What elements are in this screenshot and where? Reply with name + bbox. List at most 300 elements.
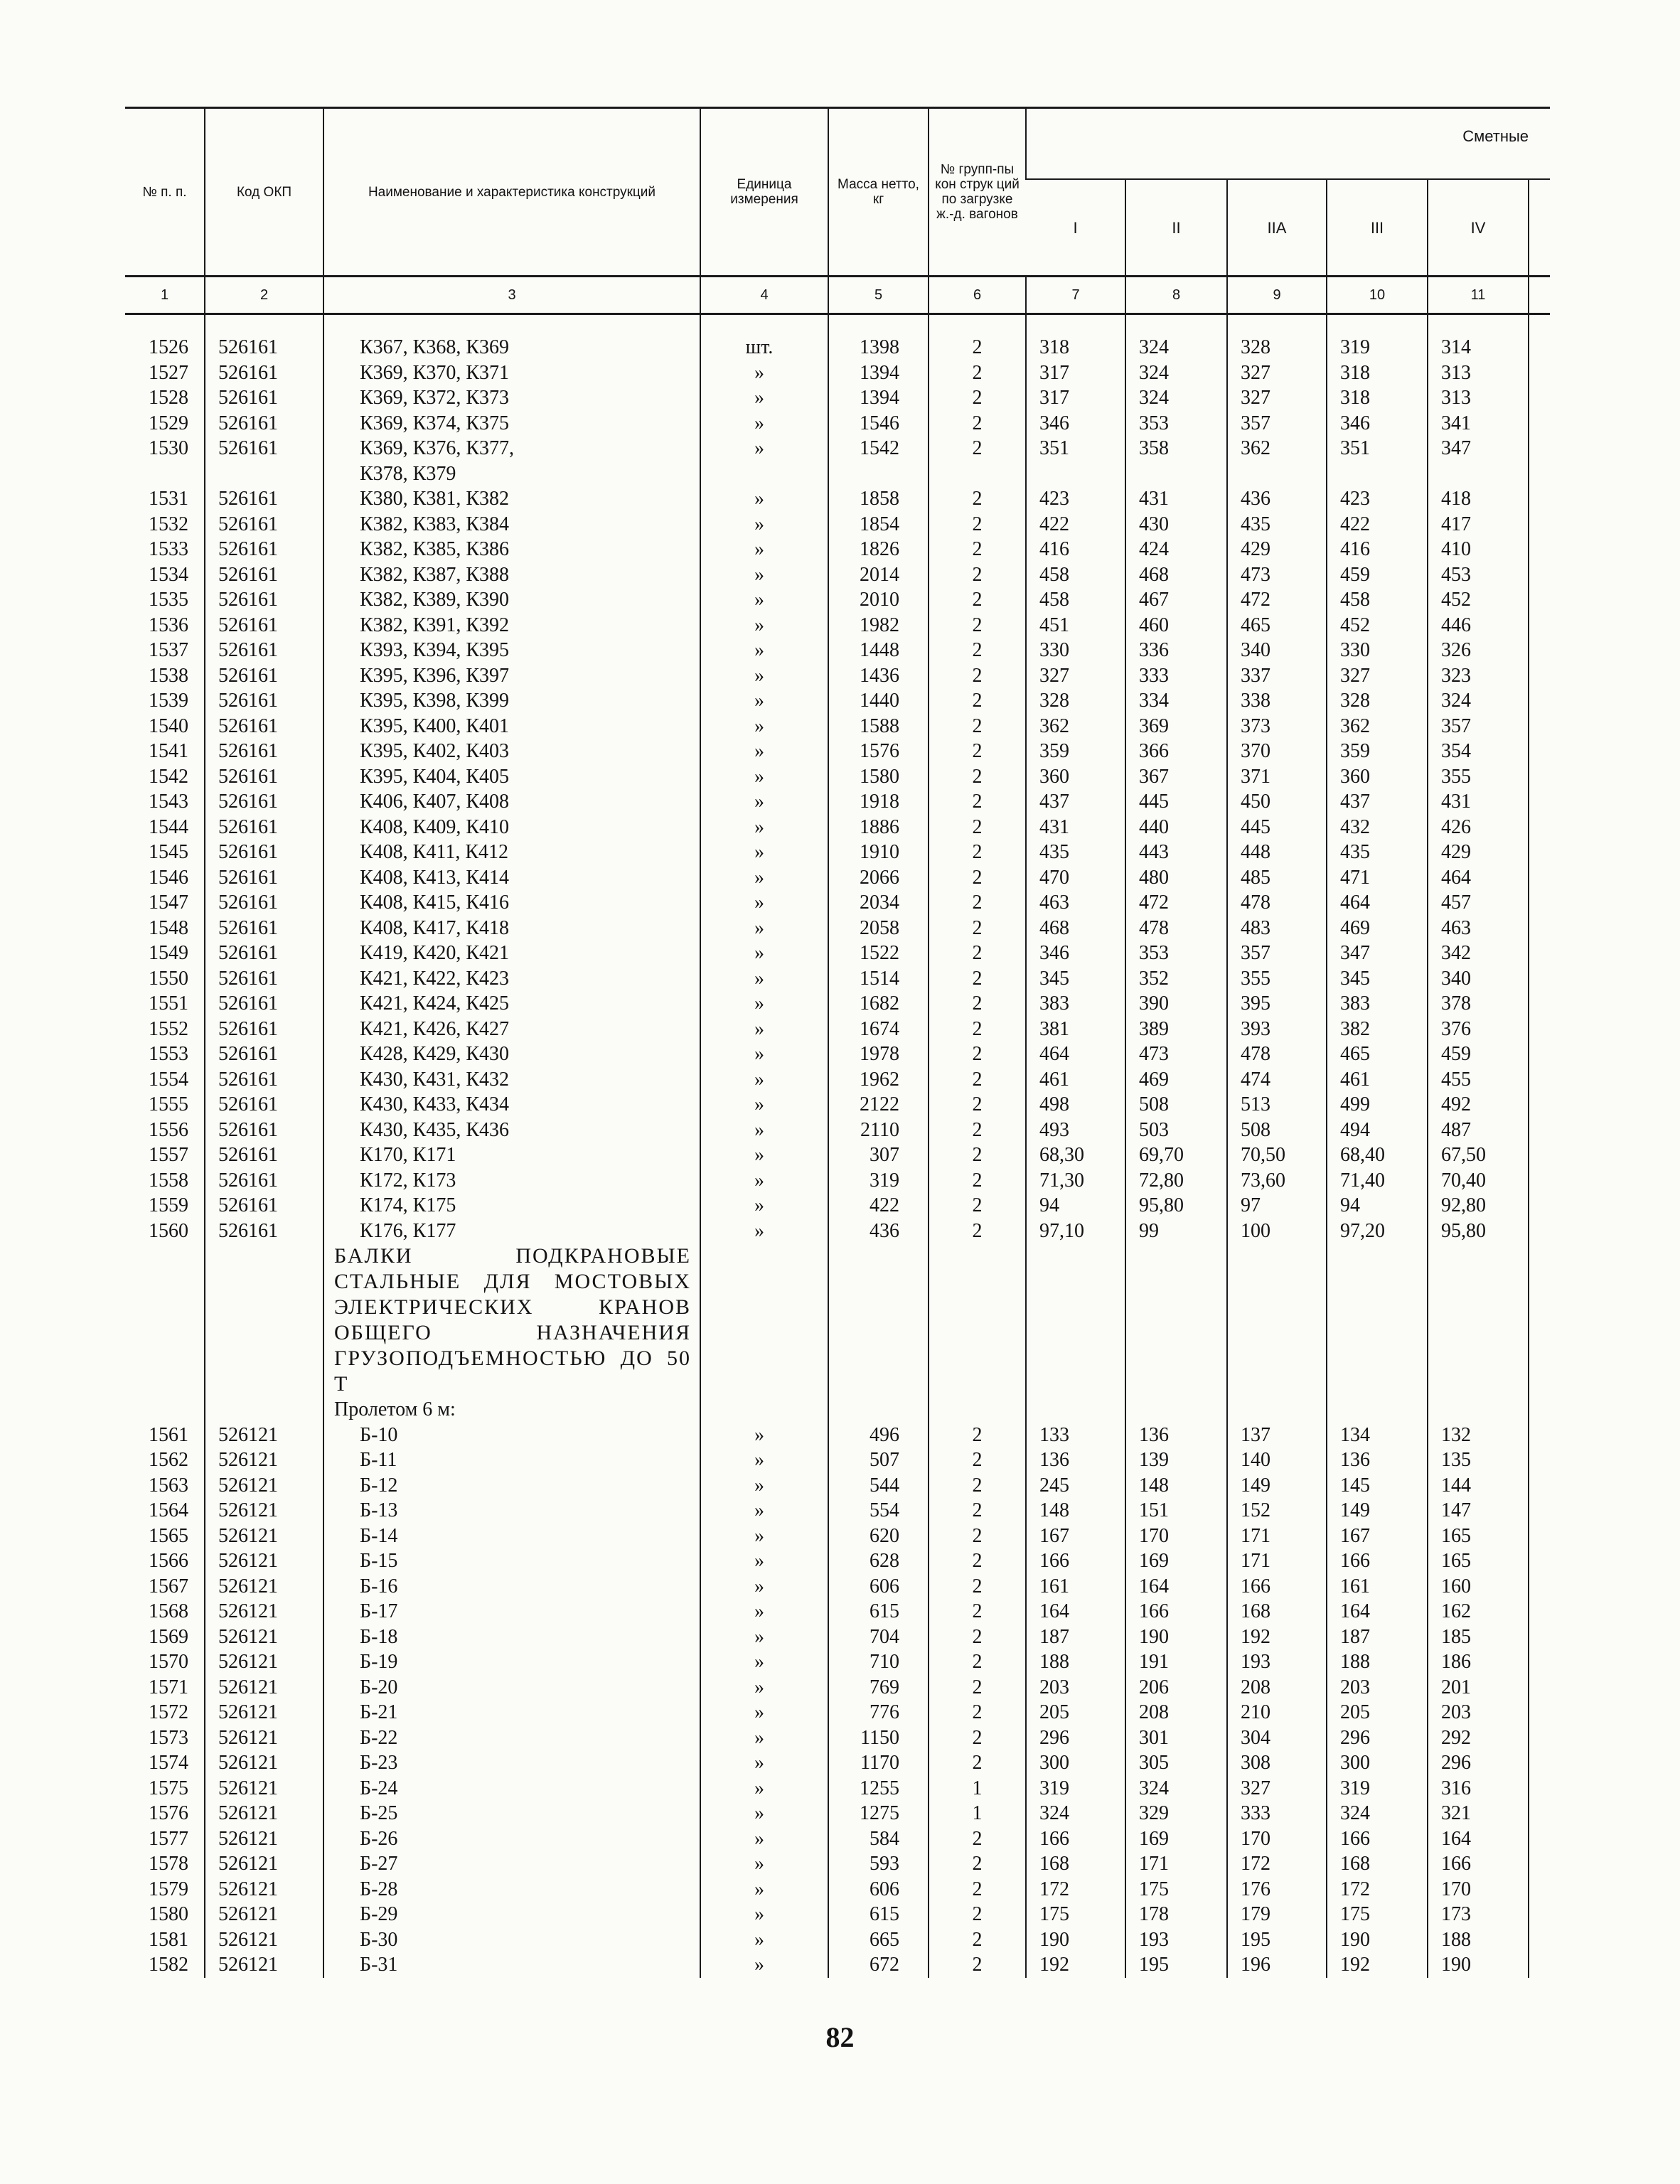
price-zone-2a: 210 — [1227, 1700, 1327, 1725]
price-zone-1: 318 — [1026, 335, 1125, 360]
okp-code: 526121 — [205, 1851, 323, 1877]
price-zone-4: 190 — [1428, 1952, 1529, 1978]
price-zone-2: 445 — [1125, 789, 1227, 815]
table-row — [125, 1952, 1550, 1978]
row-number: 1554 — [149, 1068, 188, 1091]
wagon-group: 2 — [929, 436, 1026, 461]
table-row — [125, 1193, 1550, 1219]
wagon-group: 2 — [929, 1017, 1026, 1042]
price-zone-1: 346 — [1026, 411, 1125, 437]
row-number: 1551 — [149, 992, 188, 1015]
mass: 1436 — [828, 663, 929, 689]
unit: » — [700, 941, 828, 966]
mass: 584 — [828, 1826, 929, 1852]
unit: » — [700, 1447, 828, 1473]
table-row — [125, 1042, 1550, 1067]
price-zone-2a: 395 — [1227, 991, 1327, 1017]
blank-cell — [1529, 663, 1550, 689]
mass: 710 — [828, 1649, 929, 1675]
price-zone-1: 168 — [1026, 1851, 1125, 1877]
construction-name: К382, К391, К392 — [323, 613, 700, 638]
header-zone-4: IV — [1428, 179, 1529, 277]
price-zone-3: 190 — [1327, 1927, 1428, 1953]
price-zone-2a: 152 — [1227, 1498, 1327, 1524]
blank-cell — [1529, 1952, 1550, 1978]
price-zone-4: 186 — [1428, 1649, 1529, 1675]
price-zone-3: 188 — [1327, 1649, 1428, 1675]
blank-cell — [1529, 1851, 1550, 1877]
wagon-group: 2 — [929, 1548, 1026, 1574]
mass: 1546 — [828, 411, 929, 437]
okp-code: 526161 — [205, 865, 323, 891]
price-zone-4: 431 — [1428, 789, 1529, 815]
table-row — [125, 1776, 1550, 1802]
price-zone-4: 166 — [1428, 1851, 1529, 1877]
construction-name: К408, К415, К416 — [323, 890, 700, 916]
construction-name: К369, К372, К373 — [323, 385, 700, 411]
price-zone-2: 336 — [1125, 638, 1227, 663]
price-zone-2a: 327 — [1227, 385, 1327, 411]
construction-name: К408, К411, К412 — [323, 840, 700, 865]
wagon-group: 2 — [929, 360, 1026, 386]
wagon-group: 2 — [929, 1851, 1026, 1877]
wagon-group: 2 — [929, 1826, 1026, 1852]
row-number: 1576 — [149, 1802, 188, 1824]
price-zone-3: 383 — [1327, 991, 1428, 1017]
okp-code: 526121 — [205, 1599, 323, 1624]
unit: » — [700, 1498, 828, 1524]
price-zone-4: 321 — [1428, 1801, 1529, 1826]
mass: 307 — [828, 1142, 929, 1168]
blank-cell — [1529, 512, 1550, 537]
mass: 1978 — [828, 1042, 929, 1067]
wagon-group: 2 — [929, 1193, 1026, 1219]
table-row — [125, 335, 1550, 360]
construction-name: Б-15 — [323, 1548, 700, 1574]
price-zone-2a: 337 — [1227, 663, 1327, 689]
header-num-extra — [1529, 277, 1550, 314]
row-number: 1570 — [149, 1651, 188, 1673]
price-zone-2: 191 — [1125, 1649, 1227, 1675]
price-zone-4: 316 — [1428, 1776, 1529, 1802]
blank-cell — [1529, 1750, 1550, 1776]
header-smetnye: Сметные — [1026, 108, 1550, 180]
price-zone-4: 147 — [1428, 1498, 1529, 1524]
price-zone-1: 300 — [1026, 1750, 1125, 1776]
wagon-group: 2 — [929, 1902, 1026, 1927]
price-zone-1: 317 — [1026, 360, 1125, 386]
price-zone-2a: 193 — [1227, 1649, 1327, 1675]
price-zone-2: 467 — [1125, 587, 1227, 613]
price-zone-1 — [1026, 461, 1125, 487]
price-zone-3: 461 — [1327, 1067, 1428, 1093]
price-zone-3: 149 — [1327, 1498, 1428, 1524]
header-name: Наименование и характеристика конструкций — [323, 108, 700, 277]
price-zone-3: 164 — [1327, 1599, 1428, 1624]
row-number: 1566 — [149, 1550, 188, 1572]
row-number: 1555 — [149, 1093, 188, 1115]
price-zone-2: 478 — [1125, 916, 1227, 941]
blank-cell — [1529, 815, 1550, 840]
wagon-group: 2 — [929, 638, 1026, 663]
price-zone-2: 389 — [1125, 1017, 1227, 1042]
okp-code: 526121 — [205, 1574, 323, 1600]
header-num-7: 7 — [1026, 277, 1125, 314]
wagon-group: 2 — [929, 1675, 1026, 1701]
price-zone-2a: 393 — [1227, 1017, 1327, 1042]
mass: 1918 — [828, 789, 929, 815]
wagon-group: 2 — [929, 613, 1026, 638]
price-zone-4: 378 — [1428, 991, 1529, 1017]
construction-name: К172, К173 — [323, 1168, 700, 1194]
price-zone-2: 72,80 — [1125, 1168, 1227, 1194]
row-number: 1537 — [149, 639, 188, 661]
blank-cell — [1529, 991, 1550, 1017]
price-zone-1: 94 — [1026, 1193, 1125, 1219]
row-number: 1564 — [149, 1499, 188, 1521]
okp-code: 526161 — [205, 688, 323, 714]
price-zone-1: 362 — [1026, 714, 1125, 739]
construction-name: Б-22 — [323, 1725, 700, 1751]
blank-cell — [1529, 865, 1550, 891]
blank-cell — [1529, 1219, 1550, 1244]
table-row — [125, 436, 1550, 461]
row-number: 1529 — [149, 412, 188, 434]
price-zone-1: 431 — [1026, 815, 1125, 840]
price-zone-2: 166 — [1125, 1599, 1227, 1624]
price-zone-1: 435 — [1026, 840, 1125, 865]
price-zone-1: 167 — [1026, 1524, 1125, 1549]
construction-name: К419, К420, К421 — [323, 941, 700, 966]
okp-code: 526161 — [205, 411, 323, 437]
row-number: 1579 — [149, 1878, 188, 1900]
price-zone-1: 327 — [1026, 663, 1125, 689]
price-zone-2: 136 — [1125, 1423, 1227, 1448]
price-zone-1: 175 — [1026, 1902, 1125, 1927]
okp-code: 526121 — [205, 1902, 323, 1927]
okp-code: 526161 — [205, 638, 323, 663]
table-row — [125, 1649, 1550, 1675]
price-zone-2: 324 — [1125, 385, 1227, 411]
blank-cell — [1529, 1776, 1550, 1802]
price-zone-1: 330 — [1026, 638, 1125, 663]
header-zone-extra — [1529, 179, 1550, 277]
price-zone-2: 190 — [1125, 1624, 1227, 1650]
wagon-group: 2 — [929, 1423, 1026, 1448]
price-zone-3: 416 — [1327, 537, 1428, 562]
construction-name: К406, К407, К408 — [323, 789, 700, 815]
price-zone-2: 164 — [1125, 1574, 1227, 1600]
row-number: 1530 — [149, 437, 188, 459]
construction-name: К382, К389, К390 — [323, 587, 700, 613]
table-body-k-series — [125, 314, 1550, 1244]
okp-code: 526161 — [205, 764, 323, 790]
price-zone-2a: 448 — [1227, 840, 1327, 865]
price-zone-1: 319 — [1026, 1776, 1125, 1802]
price-zone-3: 145 — [1327, 1473, 1428, 1499]
price-zone-1: 205 — [1026, 1700, 1125, 1725]
header-num-8: 8 — [1125, 277, 1227, 314]
unit: » — [700, 411, 828, 437]
construction-name: К380, К381, К382 — [323, 486, 700, 512]
price-zone-1: 133 — [1026, 1423, 1125, 1448]
wagon-group: 2 — [929, 1574, 1026, 1600]
unit: » — [700, 587, 828, 613]
blank-cell — [1529, 764, 1550, 790]
unit: » — [700, 360, 828, 386]
wagon-group: 2 — [929, 537, 1026, 562]
construction-name: Б-26 — [323, 1826, 700, 1852]
price-zone-1: 359 — [1026, 739, 1125, 764]
table-row — [125, 1877, 1550, 1902]
blank-cell — [1529, 789, 1550, 815]
price-zone-4: 455 — [1428, 1067, 1529, 1093]
okp-code: 526161 — [205, 991, 323, 1017]
table-row — [125, 1548, 1550, 1574]
wagon-group: 2 — [929, 1927, 1026, 1953]
blank-cell — [1529, 461, 1550, 487]
price-zone-3: 432 — [1327, 815, 1428, 840]
table-row — [125, 789, 1550, 815]
price-zone-2: 468 — [1125, 562, 1227, 588]
construction-name: Б-14 — [323, 1524, 700, 1549]
price-zone-1: 328 — [1026, 688, 1125, 714]
price-zone-4: 185 — [1428, 1624, 1529, 1650]
unit: » — [700, 714, 828, 739]
price-zone-2a: 168 — [1227, 1599, 1327, 1624]
price-zone-1: 346 — [1026, 941, 1125, 966]
price-zone-2a: 362 — [1227, 436, 1327, 461]
row-number: 1534 — [149, 563, 188, 586]
unit: » — [700, 739, 828, 764]
mass: 496 — [828, 1423, 929, 1448]
table-row — [125, 1574, 1550, 1600]
wagon-group: 2 — [929, 991, 1026, 1017]
price-zone-4: 324 — [1428, 688, 1529, 714]
header-zone-2a: IIA — [1227, 179, 1327, 277]
price-zone-2a: 340 — [1227, 638, 1327, 663]
header-num-3: 3 — [323, 277, 700, 314]
construction-name: К395, К404, К405 — [323, 764, 700, 790]
mass: 2122 — [828, 1092, 929, 1118]
okp-code: 526161 — [205, 1067, 323, 1093]
unit: » — [700, 613, 828, 638]
price-zone-1: 461 — [1026, 1067, 1125, 1093]
mass: 1150 — [828, 1725, 929, 1751]
blank-cell — [1529, 1548, 1550, 1574]
price-zone-2a: 195 — [1227, 1927, 1327, 1953]
unit: » — [700, 890, 828, 916]
price-zone-4 — [1428, 461, 1529, 487]
construction-name: Б-10 — [323, 1423, 700, 1448]
unit: » — [700, 966, 828, 992]
table-row — [125, 1750, 1550, 1776]
price-zone-4: 201 — [1428, 1675, 1529, 1701]
mass: 1588 — [828, 714, 929, 739]
row-number: 1546 — [149, 866, 188, 889]
wagon-group — [929, 461, 1026, 487]
row-number: 1535 — [149, 589, 188, 611]
price-zone-2: 95,80 — [1125, 1193, 1227, 1219]
price-zone-3: 345 — [1327, 966, 1428, 992]
okp-code: 526161 — [205, 537, 323, 562]
price-zone-2: 424 — [1125, 537, 1227, 562]
price-zone-4: 446 — [1428, 613, 1529, 638]
mass: 544 — [828, 1473, 929, 1499]
price-zone-4: 313 — [1428, 385, 1529, 411]
price-zone-1: 148 — [1026, 1498, 1125, 1524]
price-zone-2: 369 — [1125, 714, 1227, 739]
price-zone-3: 422 — [1327, 512, 1428, 537]
row-number: 1538 — [149, 664, 188, 687]
wagon-group: 2 — [929, 1142, 1026, 1168]
blank-cell — [1529, 1498, 1550, 1524]
header-zone-2: II — [1125, 179, 1227, 277]
unit: » — [700, 1725, 828, 1751]
blank-cell — [1529, 739, 1550, 764]
price-zone-3: 360 — [1327, 764, 1428, 790]
blank-cell — [1529, 1423, 1550, 1448]
mass: 554 — [828, 1498, 929, 1524]
blank-cell — [1529, 638, 1550, 663]
construction-name: К421, К426, К427 — [323, 1017, 700, 1042]
table-row — [125, 1801, 1550, 1826]
price-zone-2: 324 — [1125, 1776, 1227, 1802]
price-zone-1: 345 — [1026, 966, 1125, 992]
mass: 1982 — [828, 613, 929, 638]
wagon-group: 2 — [929, 1219, 1026, 1244]
price-zone-1: 437 — [1026, 789, 1125, 815]
wagon-group: 2 — [929, 764, 1026, 790]
blank-cell — [1529, 941, 1550, 966]
okp-code: 526161 — [205, 1219, 323, 1244]
construction-name: К174, К175 — [323, 1193, 700, 1219]
construction-name: К378, К379 — [323, 461, 700, 487]
table-row — [125, 941, 1550, 966]
price-zone-2: 460 — [1125, 613, 1227, 638]
okp-code: 526121 — [205, 1649, 323, 1675]
header-group: № групп-пы кон струк ций по загрузке ж.-д. вагонов — [929, 108, 1026, 277]
price-zone-4: 463 — [1428, 916, 1529, 941]
wagon-group: 2 — [929, 1498, 1026, 1524]
wagon-group: 2 — [929, 335, 1026, 360]
construction-name: К430, К431, К432 — [323, 1067, 700, 1093]
unit: » — [700, 1851, 828, 1877]
row-number: 1575 — [149, 1777, 188, 1799]
blank-cell — [1529, 1574, 1550, 1600]
price-zone-2: 334 — [1125, 688, 1227, 714]
wagon-group: 2 — [929, 941, 1026, 966]
price-zone-3: 167 — [1327, 1524, 1428, 1549]
price-zone-2: 480 — [1125, 865, 1227, 891]
price-zone-3: 435 — [1327, 840, 1428, 865]
mass: 615 — [828, 1902, 929, 1927]
wagon-group: 2 — [929, 562, 1026, 588]
header-num-11: 11 — [1428, 277, 1529, 314]
table-row — [125, 1725, 1550, 1751]
price-zone-2a: 73,60 — [1227, 1168, 1327, 1194]
row-number: 1578 — [149, 1853, 188, 1875]
price-zone-4: 70,40 — [1428, 1168, 1529, 1194]
wagon-group: 2 — [929, 1092, 1026, 1118]
construction-name: К408, К409, К410 — [323, 815, 700, 840]
construction-name: Б-19 — [323, 1649, 700, 1675]
header-num-1: 1 — [125, 277, 205, 314]
construction-name: К369, К374, К375 — [323, 411, 700, 437]
unit: » — [700, 688, 828, 714]
price-zone-2a: 192 — [1227, 1624, 1327, 1650]
blank-cell — [1529, 1927, 1550, 1953]
okp-code: 526121 — [205, 1624, 323, 1650]
okp-code: 526161 — [205, 335, 323, 360]
price-zone-3: 351 — [1327, 436, 1428, 461]
blank-cell — [1529, 1473, 1550, 1499]
table-row — [125, 638, 1550, 663]
price-zone-2: 353 — [1125, 941, 1227, 966]
okp-code: 526121 — [205, 1473, 323, 1499]
price-zone-4: 426 — [1428, 815, 1529, 840]
price-zone-4: 95,80 — [1428, 1219, 1529, 1244]
blank-cell — [1529, 688, 1550, 714]
blank-cell — [1529, 562, 1550, 588]
blank-cell — [1529, 335, 1550, 360]
table-row — [125, 991, 1550, 1017]
price-zone-3: 166 — [1327, 1826, 1428, 1852]
construction-name: К430, К435, К436 — [323, 1118, 700, 1143]
table-row — [125, 587, 1550, 613]
mass: 1255 — [828, 1776, 929, 1802]
mass: 1858 — [828, 486, 929, 512]
price-zone-2a: 435 — [1227, 512, 1327, 537]
blank-cell — [1529, 1725, 1550, 1751]
price-zone-4: 410 — [1428, 537, 1529, 562]
price-zone-2a — [1227, 461, 1327, 487]
price-zone-4: 203 — [1428, 1700, 1529, 1725]
wagon-group: 2 — [929, 486, 1026, 512]
row-number: 1580 — [149, 1903, 188, 1925]
okp-code: 526161 — [205, 815, 323, 840]
unit: » — [700, 1118, 828, 1143]
blank-cell — [1529, 1168, 1550, 1194]
table-row — [125, 1851, 1550, 1877]
price-zone-3: 172 — [1327, 1877, 1428, 1902]
price-zone-4: 144 — [1428, 1473, 1529, 1499]
price-zone-3: 452 — [1327, 613, 1428, 638]
price-zone-4: 342 — [1428, 941, 1529, 966]
table-row — [125, 1927, 1550, 1953]
wagon-group: 2 — [929, 1599, 1026, 1624]
row-number: 1544 — [149, 815, 188, 838]
price-zone-2: 431 — [1125, 486, 1227, 512]
construction-name: К421, К422, К423 — [323, 966, 700, 992]
construction-name: Б-24 — [323, 1776, 700, 1802]
mass: 2058 — [828, 916, 929, 941]
row-number: 1545 — [149, 841, 188, 863]
unit: » — [700, 865, 828, 891]
price-zone-4: 160 — [1428, 1574, 1529, 1600]
construction-name: Б-27 — [323, 1851, 700, 1877]
price-zone-3: 318 — [1327, 385, 1428, 411]
construction-name: Б-12 — [323, 1473, 700, 1499]
wagon-group: 2 — [929, 1168, 1026, 1194]
price-zone-2: 169 — [1125, 1826, 1227, 1852]
unit: » — [700, 789, 828, 815]
wagon-group: 2 — [929, 714, 1026, 739]
table-row — [125, 385, 1550, 411]
okp-code: 526161 — [205, 739, 323, 764]
mass: 606 — [828, 1877, 929, 1902]
table-row — [125, 1599, 1550, 1624]
